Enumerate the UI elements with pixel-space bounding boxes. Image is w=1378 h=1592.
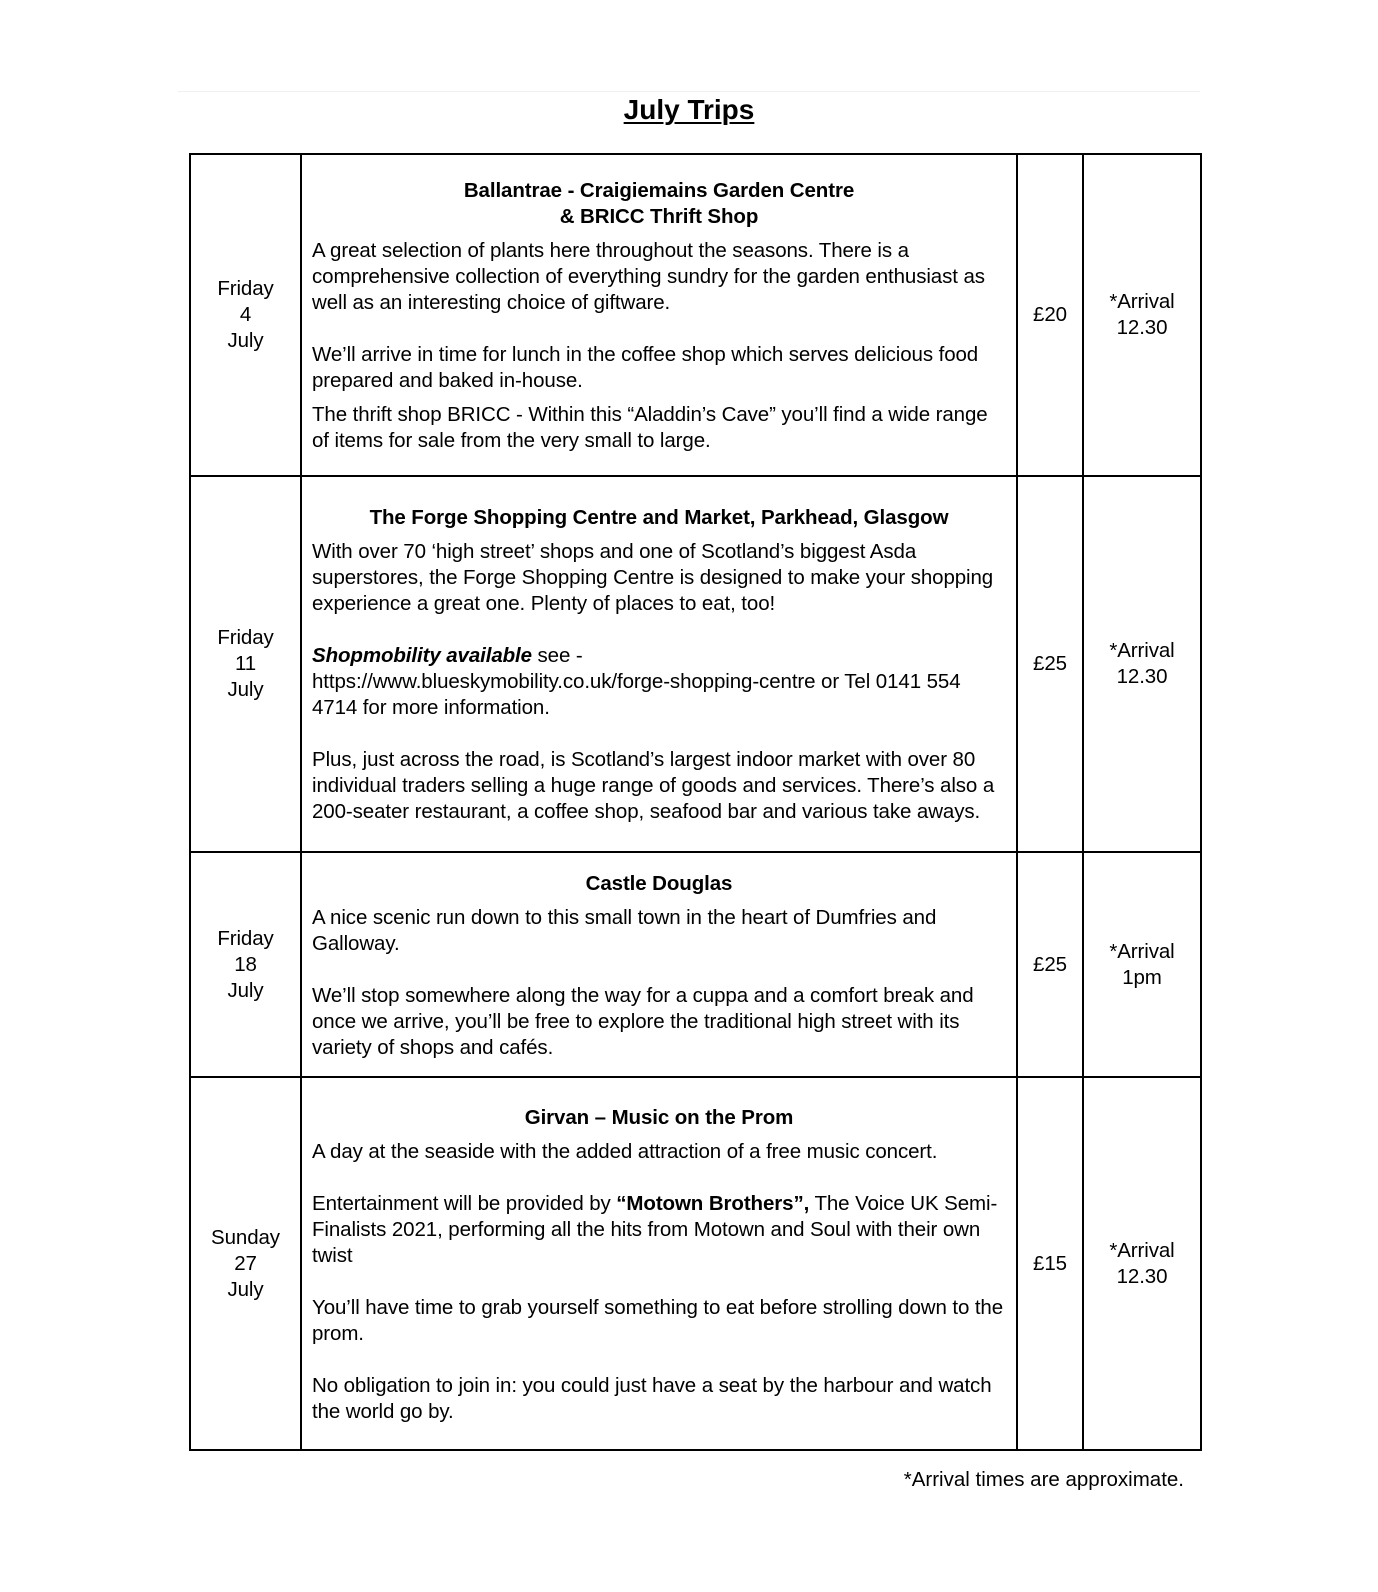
arrival-time: 12.30 [1116,316,1168,339]
table-row [190,476,1201,852]
table-row [190,1077,1201,1450]
arrival-time: 1pm [1122,965,1162,989]
trip-arrival [1083,1077,1201,1450]
trip-day: Friday [217,277,274,300]
trip-month: July [227,678,264,701]
trips-table [189,153,1202,1451]
trip-title: The Forge Shopping Centre and Market, Parkhead, Glasgow [369,506,949,529]
trip-arrival [1083,154,1201,476]
trip-date-number: 27 [234,1251,257,1275]
trip-date-number: 18 [234,952,257,976]
trip-date [190,154,301,476]
trip-price: £25 [1017,476,1083,852]
trip-arrival [1083,476,1201,852]
trip-date [190,1077,301,1450]
arrival-label: *Arrival [1109,290,1175,313]
trip-title: Castle Douglas [585,871,733,895]
performer-name: “Motown Brothers”, [616,1191,810,1215]
trip-price: £20 [1017,154,1083,476]
trip-paragraph: No obligation to join in: you could just have a seat by the harbour and watch the world go by. [312,1373,992,1423]
trip-date [190,852,301,1077]
shopmobility-link-text: https://www.blueskymobility.co.uk/forge-shopping-centre or Tel 0141 554 4714 for more information. [312,670,961,719]
arrival-time: 12.30 [1116,1264,1168,1288]
trip-paragraph: With over 70 ‘high street’ shops and one of Scotland’s biggest Asda superstores, the Forge Shopping Centre is designed to make your shopping experience a great one. Plenty of places to eat, too! [312,540,994,615]
trip-title: Girvan – Music on the Prom [524,1105,794,1129]
arrival-time: 12.30 [1116,665,1168,688]
trip-title: Ballantrae - Craigiemains Garden Centre & BRICC Thrift Shop [463,179,855,228]
arrival-label: *Arrival [1109,1238,1175,1262]
trip-paragraph: The thrift shop BRICC - Within this “Aladdin’s Cave” you’ll find a wide range of items for sale from the very small to large. [312,403,988,452]
trip-description [301,852,1017,1077]
trip-month: July [227,1277,264,1301]
trip-day: Sunday [211,1225,280,1249]
footnote: *Arrival times are approximate. [903,1468,1184,1491]
trip-description [301,154,1017,476]
trip-date-number: 4 [239,303,252,326]
trip-price: £25 [1017,852,1083,1077]
shopmobility-label: Shopmobility available [312,644,532,667]
trip-date [190,476,301,852]
header-rule [178,91,1200,92]
trip-month: July [227,329,264,352]
page-title: July Trips [623,94,755,125]
trip-paragraph: Plus, just across the road, is Scotland’s largest indoor market with over 80 individual traders selling a huge range of goods and services. There’s also a 200-seater restaurant, a coffee shop, seafood bar and various take aways. [312,748,995,823]
trip-description [301,476,1017,852]
arrival-label: *Arrival [1109,939,1175,963]
trip-paragraph: A nice scenic run down to this small town in the heart of Dumfries and Galloway. [312,905,937,955]
trip-description [301,1077,1017,1450]
arrival-label: *Arrival [1109,639,1175,662]
table-row [190,154,1201,476]
trip-day: Friday [217,626,274,649]
trip-paragraph: Shopmobility available see - https://www.blueskymobility.co.uk/forge-shopping-centre or Tel 0141 554 4714 for more information. [312,643,1006,721]
trip-date-number: 11 [234,652,257,675]
trip-arrival [1083,852,1201,1077]
trip-paragraph: A day at the seaside with the added attraction of a free music concert. [312,1139,938,1163]
trip-paragraph: We’ll stop somewhere along the way for a cuppa and a comfort break and once we arrive, you’ll be free to explore the traditional high street with its variety of shops and cafés. [312,983,974,1059]
trip-paragraph: Entertainment will be provided by “Motown Brothers”, The Voice UK Semi-Finalists 2021, performing all the hits from Motown and Soul with their own twist [312,1191,998,1267]
trip-paragraph: A great selection of plants here throughout the seasons. There is a comprehensive collection of everything sundry for the garden enthusiast as well as an interesting choice of giftware. [312,239,985,314]
trip-price: £15 [1017,1077,1083,1450]
trip-month: July [227,978,264,1002]
trip-paragraph: We’ll arrive in time for lunch in the coffee shop which serves delicious food prepared and baked in-house. [312,343,979,392]
trip-day: Friday [217,926,274,950]
table-row [190,852,1201,1077]
trip-paragraph: You’ll have time to grab yourself something to eat before strolling down to the prom. [312,1295,1004,1345]
